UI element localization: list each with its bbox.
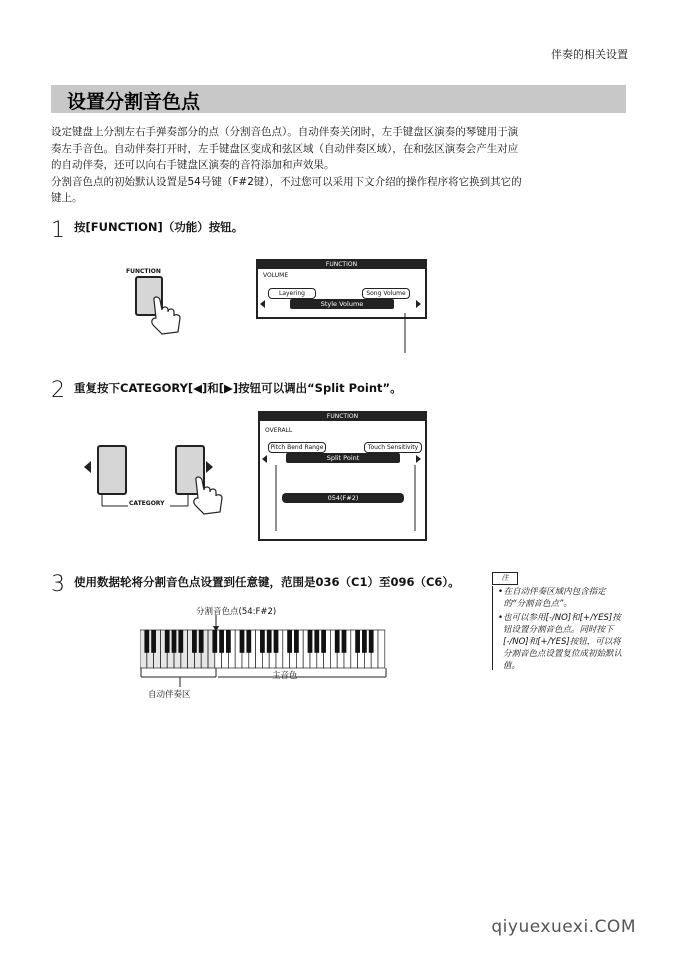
step-1-number: 1: [51, 218, 65, 243]
note-badge: 注: [492, 572, 518, 585]
main-voice-label: 主音色: [272, 671, 298, 681]
black-key: [369, 630, 374, 653]
intro-paragraph: [51, 124, 629, 207]
intro-line: 分割音色点的初始默认设置是54号键（F#2键），不过您可以采用下文介绍的操作程序将它换到其它的: [51, 175, 522, 188]
white-key: [378, 630, 385, 668]
note-item: • 也可以参用[-/NO]和[+/YES]按钮设置分割音色点。同时按下[-/NO]和[+/YES]按钮，可以将分割音色点设置复位成初始默认值。: [498, 613, 623, 671]
pointer-line: [400, 313, 410, 353]
lcd-function-bar: FUNCTION: [258, 261, 425, 269]
black-key: [151, 630, 156, 653]
lcd-category: OVERALL: [265, 427, 293, 434]
black-key: [267, 630, 272, 653]
black-key: [274, 630, 279, 653]
lcd-selected-item: Style Volume: [290, 299, 394, 309]
black-key: [355, 630, 360, 653]
page-title: 设置分割音色点: [67, 91, 201, 113]
auto-accompaniment-label: 自动伴奏区: [148, 690, 191, 700]
step-3-text: 使用数据轮将分割音色点设置到任意键，范围是036（C1）至096（C6）。: [74, 575, 460, 589]
black-key: [321, 630, 326, 653]
lcd-display-1: [256, 259, 427, 319]
lcd-function-bar: FUNCTION: [260, 413, 425, 421]
step-2-number: 2: [51, 378, 65, 403]
hand-press-icon: [190, 476, 224, 516]
black-key: [342, 630, 347, 653]
step-2-text: 重复按下CATEGORY[◀]和[▶]按钮可以调出“Split Point”。: [74, 381, 402, 395]
black-key: [178, 630, 183, 653]
lcd-arrows: [258, 297, 423, 311]
intro-line: 奏左手音色。自动伴奏打开时，左手键盘区变成和弦区域（自动伴奏区域），在和弦区演奏会产生对应: [51, 142, 519, 155]
title-bar: [51, 85, 626, 113]
black-key: [144, 630, 149, 653]
lcd-category: VOLUME: [263, 272, 289, 279]
lcd-display-2: [258, 411, 427, 541]
black-key: [314, 630, 319, 653]
notes-list: [498, 586, 623, 672]
lcd-selected-item: Split Point: [286, 453, 400, 463]
note-divider: [492, 586, 493, 670]
black-key: [335, 630, 340, 653]
note-item: • 在自动伴奏区域内包含指定的“分割音色点”。: [498, 587, 606, 609]
section-header: 伴奏的相关设置: [551, 48, 628, 61]
intro-line: 设定键盘上分割左右手弹奏部分的点（分割音色点）。自动伴奏关闭时，左手键盘区演奏的琴键用于演: [51, 126, 519, 138]
black-key: [172, 630, 177, 653]
lcd-right-pill: Touch Sensitivity: [364, 442, 422, 453]
left-arrow-icon: [84, 461, 91, 473]
watermark: qiyuexuexi.COM: [491, 917, 636, 937]
intro-line: 键上。: [51, 192, 83, 204]
black-key: [212, 630, 217, 653]
step-1-text: 按[FUNCTION]（功能）按钮。: [74, 220, 244, 234]
lcd-left-pill: Layering: [268, 288, 316, 299]
step-3-number: 3: [51, 572, 65, 597]
black-key: [240, 630, 245, 653]
category-label: CATEGORY: [129, 500, 165, 507]
black-key: [219, 630, 224, 653]
lcd-value: 054(F#2): [282, 493, 404, 503]
black-key: [226, 630, 231, 653]
black-key: [260, 630, 265, 653]
black-key: [165, 630, 170, 653]
black-key: [192, 630, 197, 653]
black-key: [294, 630, 299, 653]
function-button-label: FUNCTION: [126, 268, 161, 275]
category-left-button[interactable]: [97, 445, 127, 495]
lcd-right-pill: Song Volume: [362, 288, 410, 299]
black-key: [362, 630, 367, 653]
lcd-arrows: [260, 451, 423, 531]
intro-line: 的自动伴奏，还可以向右手键盘区演奏的音符添加和声效果。: [51, 159, 335, 171]
split-point-label: 分割音色点(54:F#2): [196, 607, 277, 617]
lcd-left-pill: Pitch Bend Range: [268, 442, 326, 453]
right-arrow-icon: [206, 461, 213, 473]
hand-press-icon: [148, 296, 182, 336]
black-key: [199, 630, 204, 653]
black-key: [287, 630, 292, 653]
black-key: [308, 630, 313, 653]
black-key: [246, 630, 251, 653]
